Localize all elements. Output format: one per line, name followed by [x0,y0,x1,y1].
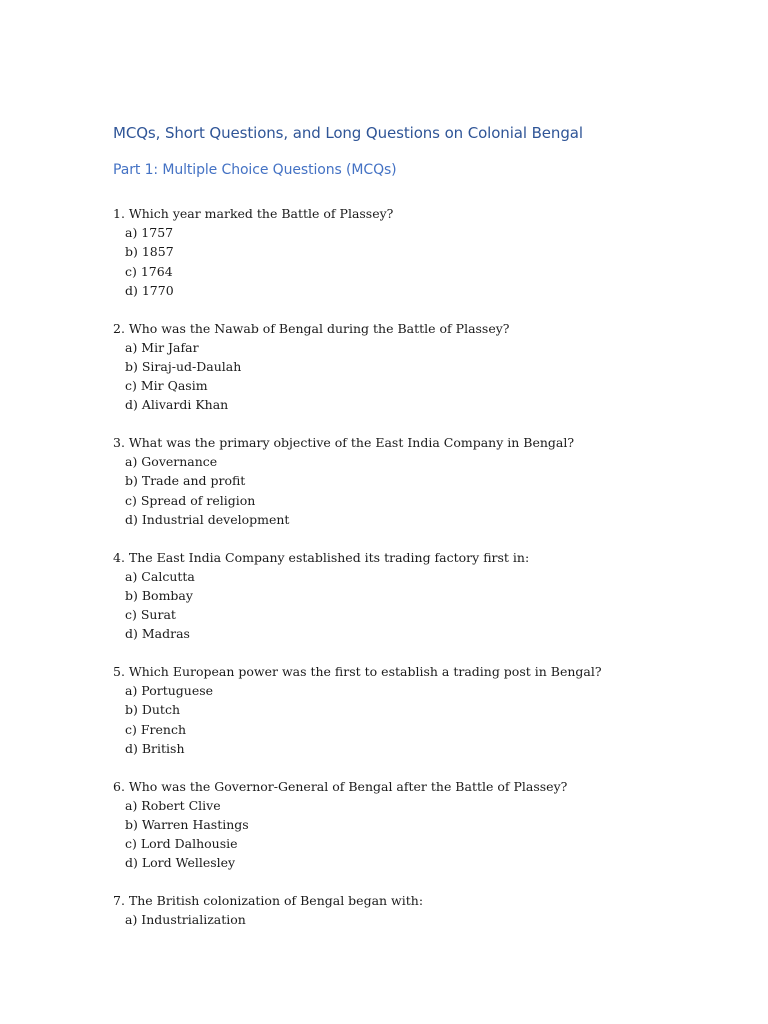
answer-option: c) Lord Dalhousie [125,836,238,852]
answer-option: b) Dutch [125,702,180,718]
question-item [113,433,713,529]
answer-options [113,796,713,873]
question-text: 1. Which year marked the Battle of Plassey? [113,206,394,221]
answer-option: d) British [125,740,185,756]
answer-option: b) 1857 [125,244,174,260]
answer-option: a) Portuguese [125,683,214,699]
question-text: 3. What was the primary objective of the East India Company in Bengal? [113,435,575,451]
answer-option: d) 1770 [125,282,174,298]
question-text: 6. Who was the Governor-General of Bengal after the Battle of Plassey? [113,778,568,794]
answer-option: b) Warren Hastings [125,816,249,832]
answer-option: a) Industrialization [125,912,246,928]
answer-options [113,223,713,300]
answer-option: d) Industrial development [125,511,290,527]
question-item [113,891,713,929]
question-text: 4. The East India Company established its trading factory first in: [113,549,530,565]
question-item [113,548,713,644]
answer-option: b) Siraj-ud-Daulah [125,358,242,374]
question-text: 5. Which European power was the first to establish a trading post in Bengal? [113,664,602,680]
answer-option: a) Governance [125,454,218,470]
question-list [113,204,713,948]
answer-options [113,681,713,758]
answer-options [113,338,713,415]
question-item [113,319,713,415]
answer-option: a) Robert Clive [125,797,221,813]
answer-option: c) Spread of religion [125,492,256,508]
answer-options [113,567,713,644]
answer-option: a) 1757 [125,225,174,241]
question-text: 2. Who was the Nawab of Bengal during the Battle of Plassey? [113,320,510,336]
answer-option: c) Surat [125,607,176,623]
answer-option: d) Lord Wellesley [125,855,236,871]
answer-option: b) Bombay [125,587,193,603]
answer-option: d) Madras [125,626,190,642]
part-1-heading: Part 1: Multiple Choice Questions (MCQs) [113,162,397,178]
question-item [113,662,713,758]
answer-option: c) Mir Qasim [125,378,208,394]
answer-options [113,910,713,929]
answer-option: a) Mir Jafar [125,339,199,355]
answer-option: d) Alivardi Khan [125,397,229,413]
question-item [113,777,713,873]
answer-option: c) French [125,721,186,737]
answer-option: b) Trade and profit [125,473,246,489]
question-text: 7. The British colonization of Bengal began with: [113,893,424,909]
answer-option: c) 1764 [125,263,173,279]
document-title: MCQs, Short Questions, and Long Questions on Colonial Bengal [113,124,583,142]
question-item [113,204,713,300]
answer-option: a) Calcutta [125,568,195,584]
answer-options [113,452,713,529]
